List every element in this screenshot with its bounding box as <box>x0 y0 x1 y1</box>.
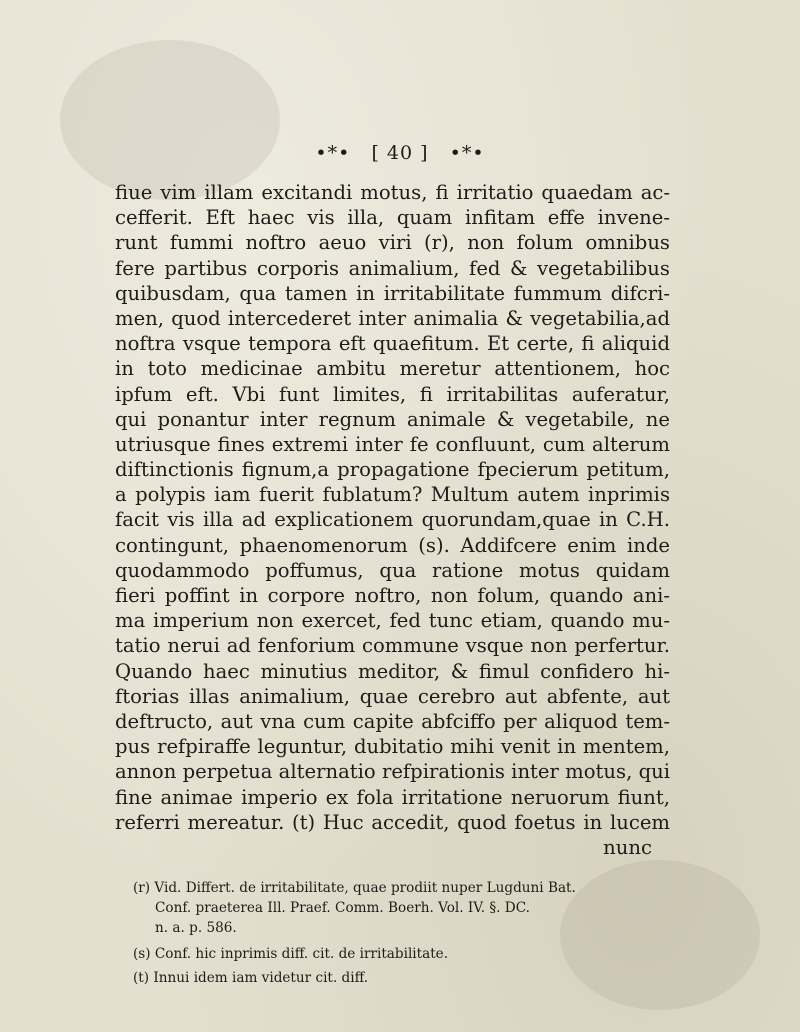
text-line: quibusdam, qua tamen in irritabilitate fummum difcri- <box>115 281 670 305</box>
text-line: ipfum eft. Vbi funt limites, fi irritabilitas auferatur, <box>115 382 670 406</box>
text-line: fiue vim illam excitandi motus, fi irritatio quaedam ac- <box>115 181 670 204</box>
text-line: fieri poffint in corpore noftro, non folum, quando ani- <box>115 584 670 607</box>
text-line: annon perpetua alternatio refpirationis inter motus, qui <box>115 760 670 784</box>
catchword: nunc <box>603 835 652 859</box>
text-line: cefferit. Eft haec vis illa, quam infitam effe invene- <box>115 206 670 230</box>
page-header: •*• [ 40 ] •*• <box>315 142 485 164</box>
text-line: quodammodo poffumus, qua ratione motus quidam <box>115 558 670 582</box>
footnote-r: (r) Vid. Differt. de irritabilitate, quae prodiit nuper Lugduni Bat. <box>133 880 576 896</box>
text-line: facit vis illa ad explicationem quorundam,quae in C.H. <box>115 508 670 532</box>
text-line: fine animae imperio ex fola irritatione neruorum fiunt, <box>115 785 670 809</box>
text-line: fere partibus corporis animalium, fed & vegetabilibus <box>115 256 670 280</box>
footnote-r-continued: n. a. p. 586. <box>155 920 237 936</box>
text-line: tatio nerui ad fenforium commune vsque non perfertur. <box>115 634 670 658</box>
text-line: qui ponantur inter regnum animale & vegetabile, ne <box>115 407 670 431</box>
main-text <box>115 180 670 860</box>
footnote-t: (t) Innui idem iam videtur cit. diff. <box>133 970 369 986</box>
text-line: Quando haec minutius meditor, & fimul confidero hi- <box>115 659 670 683</box>
text-line: diftinctionis fignum,a propagatione fpecierum petitum, <box>115 458 670 482</box>
paper-stain <box>60 40 280 200</box>
text-line: pus refpiraffe leguntur, dubitatio mihi venit in mentem, <box>115 735 670 759</box>
text-line: utriusque fines extremi inter fe confluunt, cum alterum <box>115 432 670 456</box>
text-line: referri mereatur. (t) Huc accedit, quod foetus in lucem <box>115 810 670 834</box>
text-line: a polypis iam fuerit fublatum? Multum autem inprimis <box>115 483 670 507</box>
text-line: noftra vsque tempora eft quaefitum. Et certe, fi aliquid <box>115 332 670 356</box>
footnote-s: (s) Conf. hic inprimis diff. cit. de irritabilitate. <box>133 946 449 962</box>
footnote-r-continued: Conf. praeterea Ill. Praef. Comm. Boerh. Vol. IV. §. DC. <box>155 900 530 916</box>
text-line: men, quod intercederet inter animalia & vegetabilia,ad <box>115 306 670 330</box>
text-line: ma imperium non exercet, fed tunc etiam, quando mu- <box>115 609 670 633</box>
text-line: deftructo, aut vna cum capite abfciffo per aliquod tem- <box>115 709 670 733</box>
text-line: in toto medicinae ambitu meretur attentionem, hoc <box>115 357 670 381</box>
text-line: contingunt, phaenomenorum (s). Addifcere enim inde <box>115 533 670 557</box>
footnotes <box>133 878 673 988</box>
text-line: runt fummi noftro aeuo viri (r), non folum omnibus <box>115 231 670 255</box>
text-line: ftorias illas animalium, quae cerebro aut abfente, aut <box>115 684 670 708</box>
